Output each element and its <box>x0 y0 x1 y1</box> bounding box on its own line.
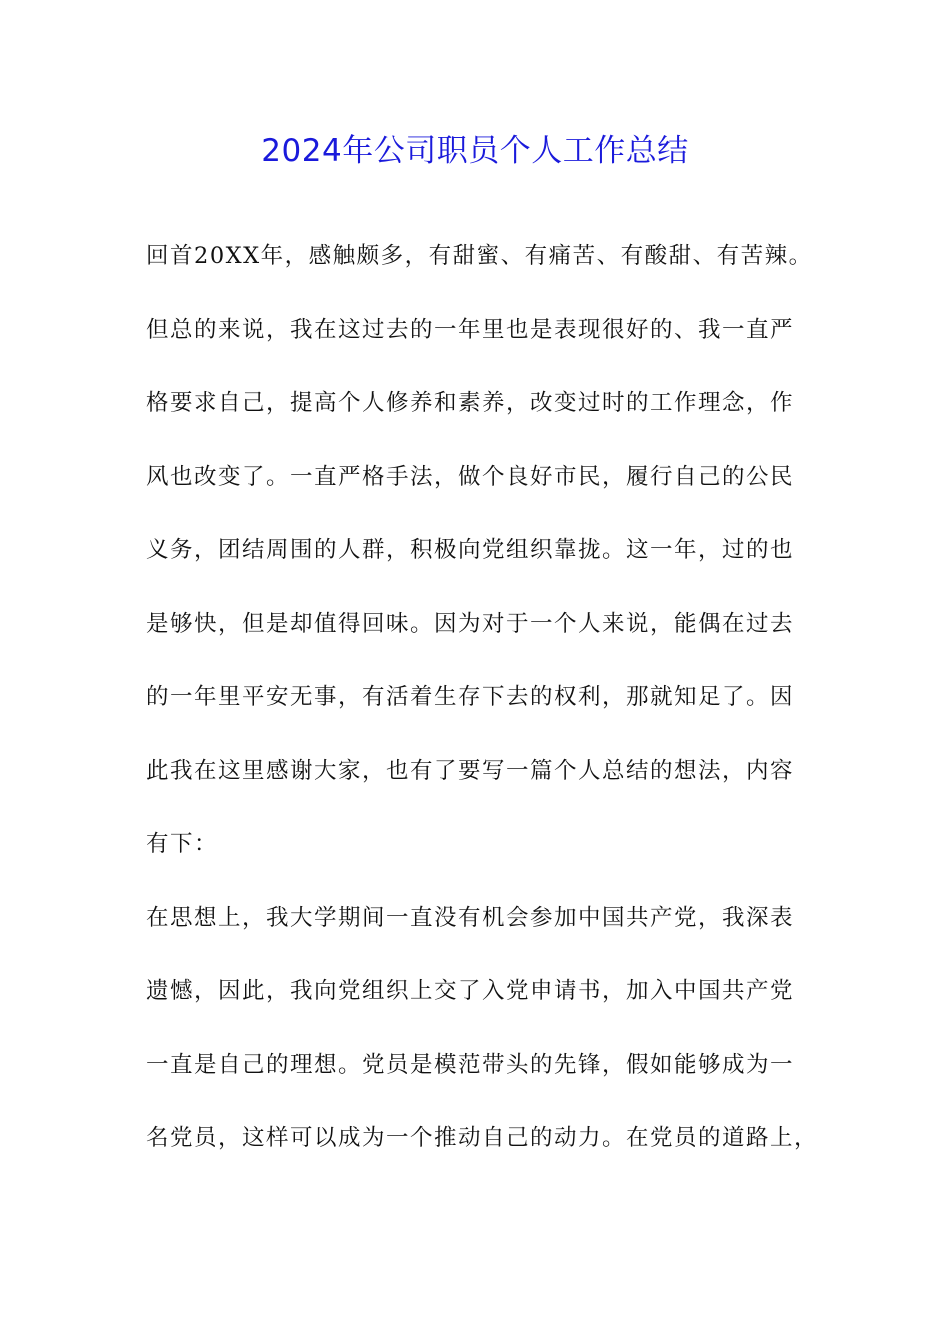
text-line: 义务，团结周围的人群，积极向党组织靠拢。这一年，过的也 <box>146 537 795 563</box>
text-line: 风也改变了。一直严格手法，做个良好市民，履行自己的公民 <box>146 463 795 490</box>
paragraph-ideology <box>146 892 819 1186</box>
document-title: 2024年公司职员个人工作总结 <box>261 133 689 169</box>
text-line: 遗憾，因此，我向党组织上交了入党申请书，加入中国共产党 <box>146 978 795 1004</box>
text-line: 但总的来说，我在这过去的一年里也是表现很好的、我一直严 <box>146 316 795 343</box>
text-line: 在思想上，我大学期间一直没有机会参加中国共产党，我深表 <box>146 904 795 931</box>
text-line: 是够快，但是却值得回味。因为对于一个人来说，能偶在过去 <box>146 610 795 637</box>
text-line: 有下： <box>146 831 219 857</box>
text-line: 回首20XX年，感触颇多，有甜蜜、有痛苦、有酸甜、有苦辣。 <box>146 243 813 269</box>
text-line: 名党员，这样可以成为一个推动自己的动力。在党员的道路上， <box>146 1125 819 1151</box>
text-line: 此我在这里感谢大家，也有了要写一篇个人总结的想法，内容 <box>146 757 795 784</box>
text-line: 的一年里平安无事，有活着生存下去的权利，那就知足了。因 <box>146 684 795 710</box>
text-line: 一直是自己的理想。党员是模范带头的先锋，假如能够成为一 <box>146 1051 795 1078</box>
text-line: 格要求自己，提高个人修养和素养，改变过时的工作理念，作 <box>146 390 795 416</box>
document-body <box>146 230 819 1186</box>
paragraph-intro <box>146 230 813 892</box>
